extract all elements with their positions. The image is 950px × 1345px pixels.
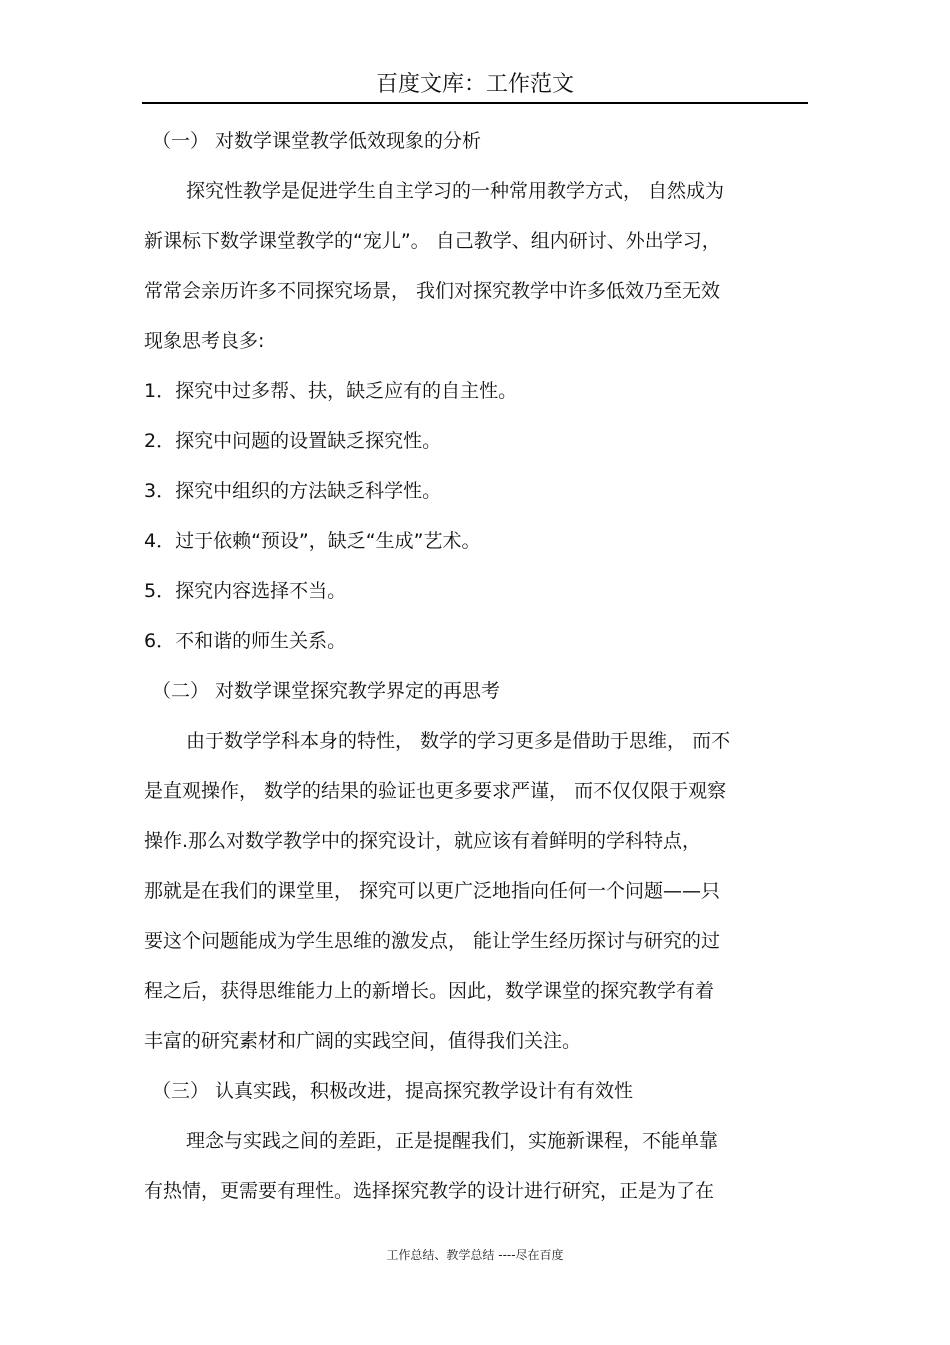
- page-footer: 工作总结、教学总结 ----尽在百度: [386, 1248, 564, 1262]
- paragraph-line: 理念与实践之间的差距，正是提醒我们，实施新课程，不能单靠: [186, 1130, 719, 1152]
- list-item: 6．不和谐的师生关系。: [144, 630, 347, 652]
- list-item: 2．探究中问题的设置缺乏探究性。: [144, 430, 442, 452]
- paragraph-line: 操作.那么对数学教学中的探究设计，就应该有着鲜明的学科特点，: [144, 830, 702, 852]
- section-heading-1: （一） 对数学课堂教学低效现象的分析: [152, 130, 482, 152]
- paragraph-line: 常常会亲历许多不同探究场景， 我们对探究教学中许多低效乃至无效: [144, 280, 721, 302]
- list-item: 4．过于依赖“预设”，缺乏“生成”艺术。: [144, 530, 481, 552]
- list-item: 1．探究中过多帮、扶，缺乏应有的自主性。: [144, 380, 518, 402]
- paragraph-line: 现象思考良多:: [144, 330, 265, 352]
- header-divider: [142, 102, 808, 104]
- paragraph-line: 那就是在我们的课堂里， 探究可以更广泛地指向任何一个问题——只: [144, 880, 721, 902]
- paragraph-line: 探究性教学是促进学生自主学习的一种常用教学方式， 自然成为: [186, 180, 725, 202]
- paragraph-line: 丰富的研究素材和广阔的实践空间，值得我们关注。: [144, 1030, 582, 1052]
- paragraph-line: 由于数学学科本身的特性， 数学的学习更多是借助于思维， 而不: [186, 730, 731, 752]
- list-item: 5．探究内容选择不当。: [144, 580, 347, 602]
- paragraph-line: 程之后，获得思维能力上的新增长。因此，数学课堂的探究教学有着: [144, 980, 715, 1002]
- paragraph-line: 有热情，更需要有理性。选择探究教学的设计进行研究，正是为了在: [144, 1180, 715, 1202]
- paragraph-line: 要这个问题能成为学生思维的激发点， 能让学生经历探讨与研究的过: [144, 930, 721, 952]
- section-heading-2: （二） 对数学课堂探究教学界定的再思考: [152, 680, 501, 702]
- document-body: [144, 116, 808, 1216]
- paragraph-line: 新课标下数学课堂教学的“宠儿”。 自己教学、组内研讨、外出学习，: [144, 230, 721, 252]
- paragraph-line: 是直观操作， 数学的结果的验证也更多要求严谨， 而不仅仅限于观察: [144, 780, 727, 802]
- section-heading-3: （三） 认真实践，积极改进，提高探究教学设计有有效性: [152, 1080, 634, 1102]
- page-header-title: 百度文库：工作范文: [375, 72, 574, 97]
- list-item: 3．探究中组织的方法缺乏科学性。: [144, 480, 442, 502]
